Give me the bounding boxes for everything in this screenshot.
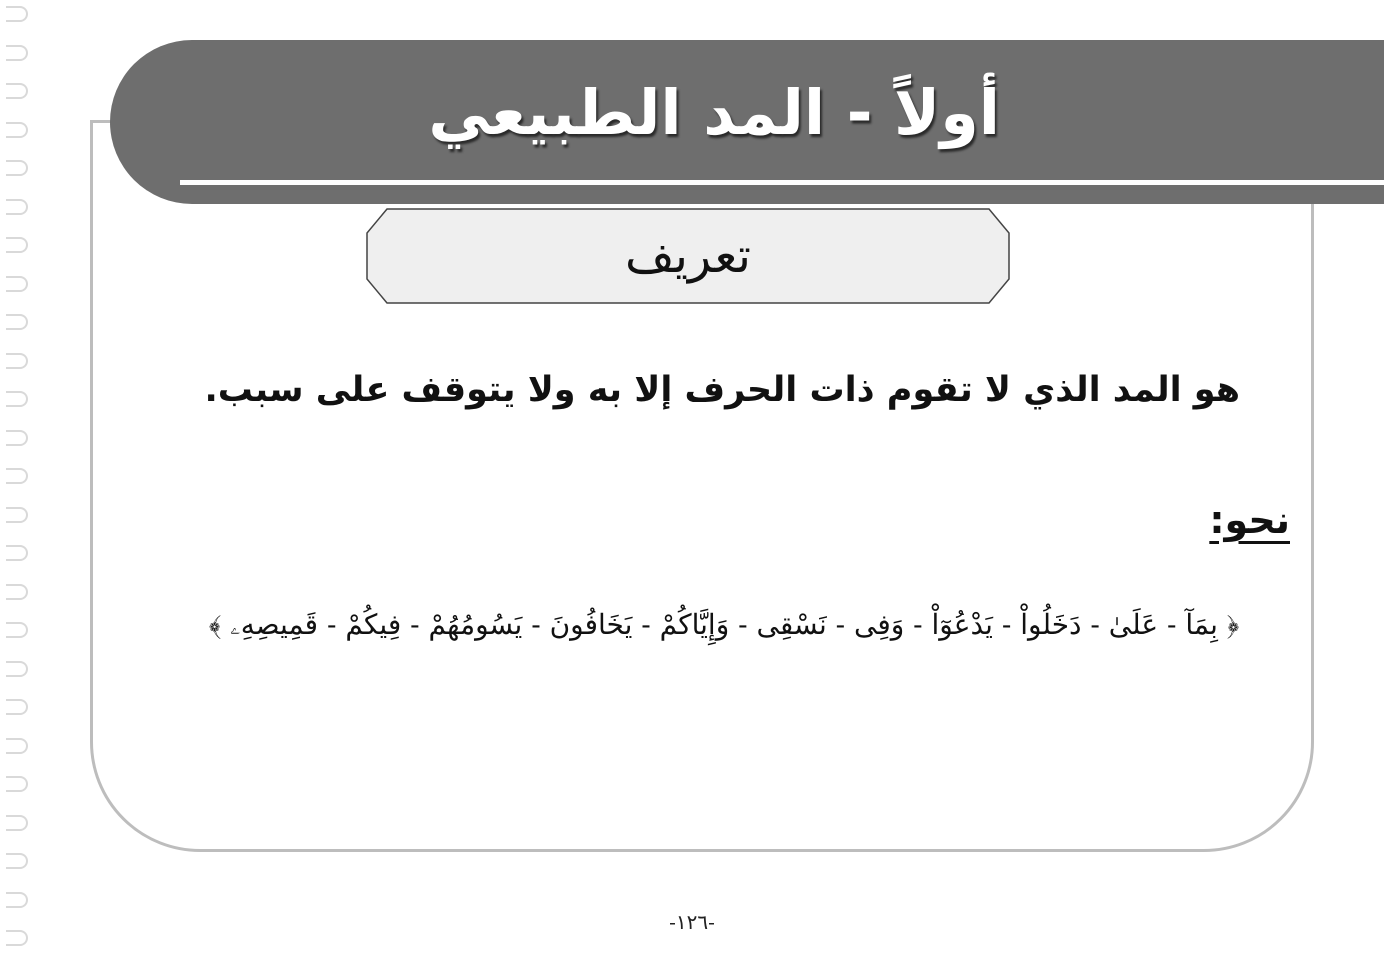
binder-ring-icon xyxy=(6,815,28,831)
binder-ring-icon xyxy=(6,622,28,638)
binder-ring-icon xyxy=(6,468,28,484)
binder-ring-icon xyxy=(6,699,28,715)
quranic-examples: ﴿ بِمَآ - عَلَىٰ - دَخَلُواْ - يَدْعُوٓاْ - وَفِى - نَسْقِى - وَإِيَّاكُمْ - يَخَافُونَ - يَسُومُهُمْ - فِيكُمْ - قَمِيصِهِۦ ﴾ xyxy=(208,608,1240,641)
binder-ring-icon xyxy=(6,199,28,215)
binder-ring-icon xyxy=(6,391,28,407)
page-title: أولاً - المد الطبيعي xyxy=(428,76,1000,149)
binder-rings xyxy=(0,0,40,973)
binder-ring-icon xyxy=(6,661,28,677)
binder-ring-icon xyxy=(6,776,28,792)
page-number: -١٢٦- xyxy=(669,910,715,934)
binder-ring-icon xyxy=(6,353,28,369)
binder-ring-icon xyxy=(6,6,28,22)
binder-ring-icon xyxy=(6,160,28,176)
binder-ring-icon xyxy=(6,237,28,253)
binder-ring-icon xyxy=(6,507,28,523)
binder-ring-icon xyxy=(6,545,28,561)
title-underline xyxy=(180,180,1384,185)
binder-ring-icon xyxy=(6,45,28,61)
binder-ring-icon xyxy=(6,314,28,330)
binder-ring-icon xyxy=(6,584,28,600)
definition-heading-box xyxy=(365,207,1011,305)
binder-ring-icon xyxy=(6,930,28,946)
definition-heading: تعريف xyxy=(624,228,752,284)
binder-ring-icon xyxy=(6,276,28,292)
binder-ring-icon xyxy=(6,892,28,908)
binder-ring-icon xyxy=(6,430,28,446)
binder-ring-icon xyxy=(6,83,28,99)
binder-ring-icon xyxy=(6,738,28,754)
examples-label: نحو: xyxy=(1209,498,1290,542)
definition-text: هو المد الذي لا تقوم ذات الحرف إلا به ولا يتوقف على سبب. xyxy=(204,370,1240,410)
binder-ring-icon xyxy=(6,122,28,138)
binder-ring-icon xyxy=(6,853,28,869)
